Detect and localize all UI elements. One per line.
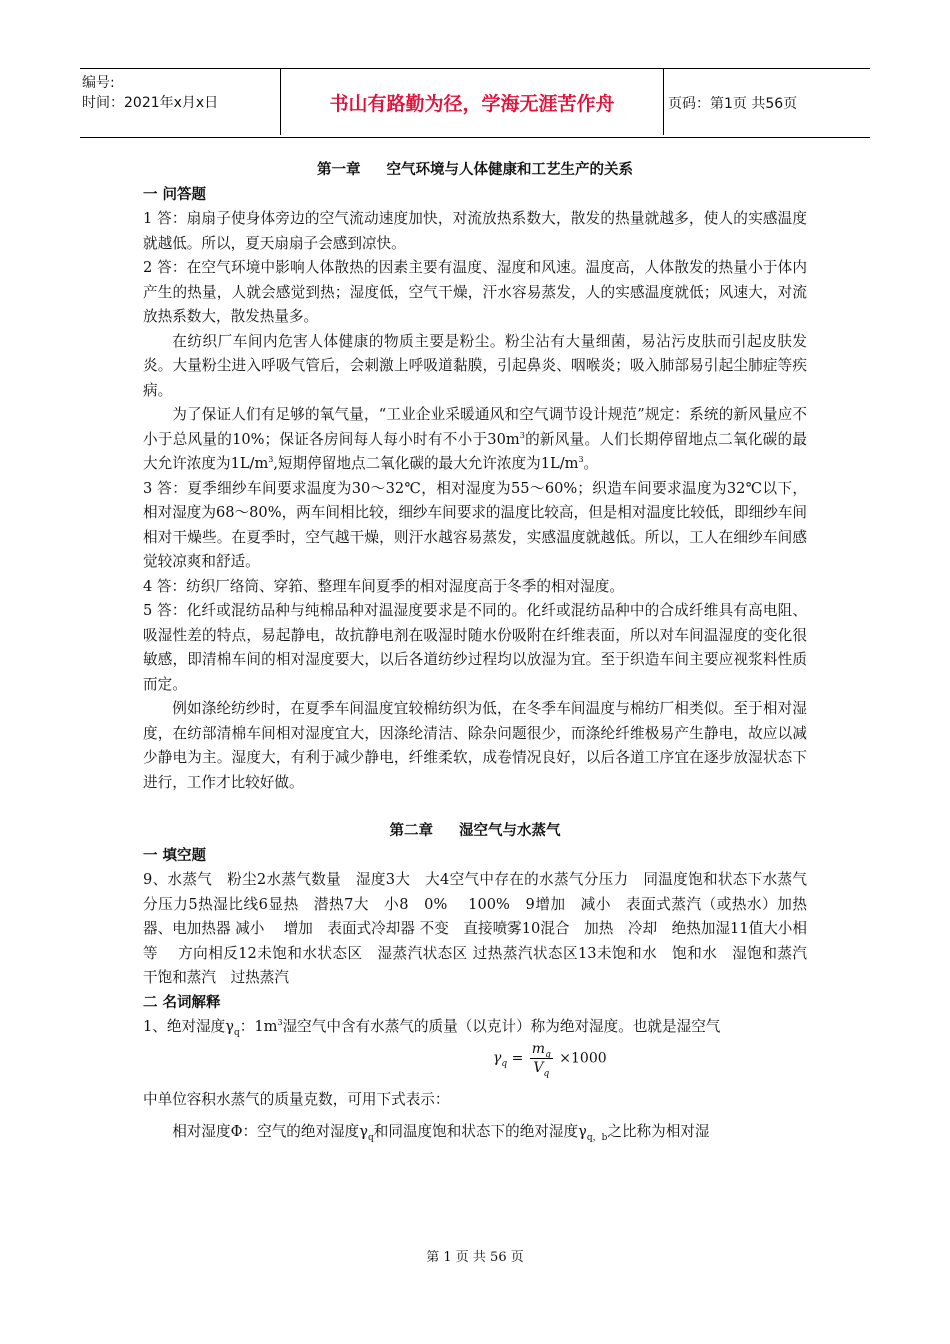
section-heading-qa: 一 问答题 <box>143 186 207 203</box>
answer-4: 4 答：纺织厂络筒、穿筘、整理车间夏季的相对湿度高于冬季的相对湿度。 <box>143 577 624 595</box>
header-meta <box>80 69 280 137</box>
doc-date-label: 时间：2021年x月x日 <box>82 95 219 111</box>
page-header <box>80 68 870 138</box>
definition-absolute-humidity: 1、绝对湿度$\gamma_q$：$1m^3$湿空气中含有水蒸气的质量（以克计）称为绝对湿度。也就是湿空气 <box>143 1018 721 1038</box>
page-footer: 第 1 页 共 56 页 <box>426 1250 524 1265</box>
definition-continued: 中单位容积水蒸气的质量克数，可用下式表示： <box>143 1090 450 1108</box>
definition-relative-humidity: 相对湿度Φ：空气的绝对湿度$\gamma_q$和同温度饱和状态下的绝对湿度$\gamma_{q,b}$之比称为相对湿 <box>172 1123 710 1143</box>
absolute-humidity-formula: $\gamma_q$ = $\frac{m_q}{V_q}$ ×1000 <box>493 1040 607 1079</box>
answer-5: 5 答：化纤或混纺品种与纯棉品种对温湿度要求是不同的。化纤或混纺品种中的合成纤维具有高电阻、吸湿性差的特点，易起静电，故抗静电剂在吸湿时随水份吸附在纤维表面，所以对车间温湿度的变化很敏感，即清棉车间的相对湿度要大，以后各道纺纱过程均以放湿为宜。至于织造车间主要应视浆料性质而定。 <box>143 602 807 693</box>
header-page-info: 页码：第1页 共56页 <box>668 96 798 112</box>
paragraph-polyester: 例如涤纶纺纱时，在夏季车间温度宜较棉纺织为低，在冬季车间温度与棉纺厂相类似。至于相对湿度，在纺部清棉车间相对湿度宜大，因涤纶清洁、除杂问题很少，而涤纶纤维极易产生静电，故应以减少静电为主。湿度大，有利于减少静电，纤维柔软，成卷情况良好，以后各道工序宜在逐步放湿状态下进行，工作才比较好做。 <box>143 700 807 791</box>
section-heading-fill: 一 填空题 <box>143 847 207 864</box>
document-body <box>143 158 822 1145</box>
paragraph-dust: 在纺织厂车间内危害人体健康的物质主要是粉尘。粉尘沾有大量细菌，易沾污皮肤而引起皮肤发炎。大量粉尘进入呼吸气管后，会刺激上呼吸道黏膜，引起鼻炎、咽喉炎；吸入肺部易引起尘肺症等疾病。 <box>143 332 807 399</box>
answer-3: 3 答：夏季细纱车间要求温度为30～32℃，相对湿度为55～60%；织造车间要求温度为32℃以下，相对湿度为68～80%，两车间相比较，细纱车间要求的温度比较高，但是相对温度比较低，即细纱车间相对干燥些。在夏季时，空气越干燥，则汗水越容易蒸发，实感温度就越低。所以，工人在细纱车间感觉较凉爽和舒适。 <box>143 479 807 570</box>
paragraph-fresh-air: 为了保证人们有足够的氧气量，“工业企业采暖通风和空气调节设计规范”规定：系统的新风量应不小于总风量的10%；保证各房间每人每小时有不小于$30m^3$的新风量。人们长期停留地点二氧化碳的最大允许浓度为$1L/m^3$,短期停留地点二氧化碳的最大允许浓度为$1L/m^3$。 <box>143 406 807 472</box>
header-motto: 书山有路勤为径，学海无涯苦作舟 <box>280 69 664 135</box>
section-heading-terms: 二 名词解释 <box>143 994 221 1011</box>
answer-1: 1 答：扇扇子使身体旁边的空气流动速度加快，对流放热系数大，散发的热量就越多，使人的实感温度就越低。所以，夏天扇扇子会感到凉快。 <box>143 210 807 252</box>
answer-2: 2 答：在空气环境中影响人体散热的因素主要有温度、湿度和风速。温度高，人体散发的热量小于体内产生的热量，人就会感觉到热；湿度低，空气干燥，汗水容易蒸发，人的实感温度就低；风速大，对流放热系数大，散发热量多。 <box>143 259 807 325</box>
chapter-2-title: 第二章 湿空气与水蒸气 <box>389 823 561 839</box>
doc-code-label: 编号: <box>82 75 115 91</box>
fill-answers: 9、水蒸气 粉尘2水蒸气数量 湿度3大 大4空气中存在的水蒸气分压力 同温度饱和状态下水蒸气分压力5热湿比线6显热 潜热7大 小8 0% 100% 9增加 减小 表面式蒸汽（或热水）加热器、电加热器 减小 增加 表面式冷却器 不变 直接喷雾10混合 加热 冷却 绝热加湿11值大小相等 方向相反12未饱和水状态区 湿蒸汽状态区 过热蒸汽状态区13未饱和水 饱和水 湿饱和蒸汽 干饱和蒸汽 过热蒸汽 <box>143 871 822 986</box>
chapter-1-title: 第一章 空气环境与人体健康和工艺生产的关系 <box>317 162 633 178</box>
